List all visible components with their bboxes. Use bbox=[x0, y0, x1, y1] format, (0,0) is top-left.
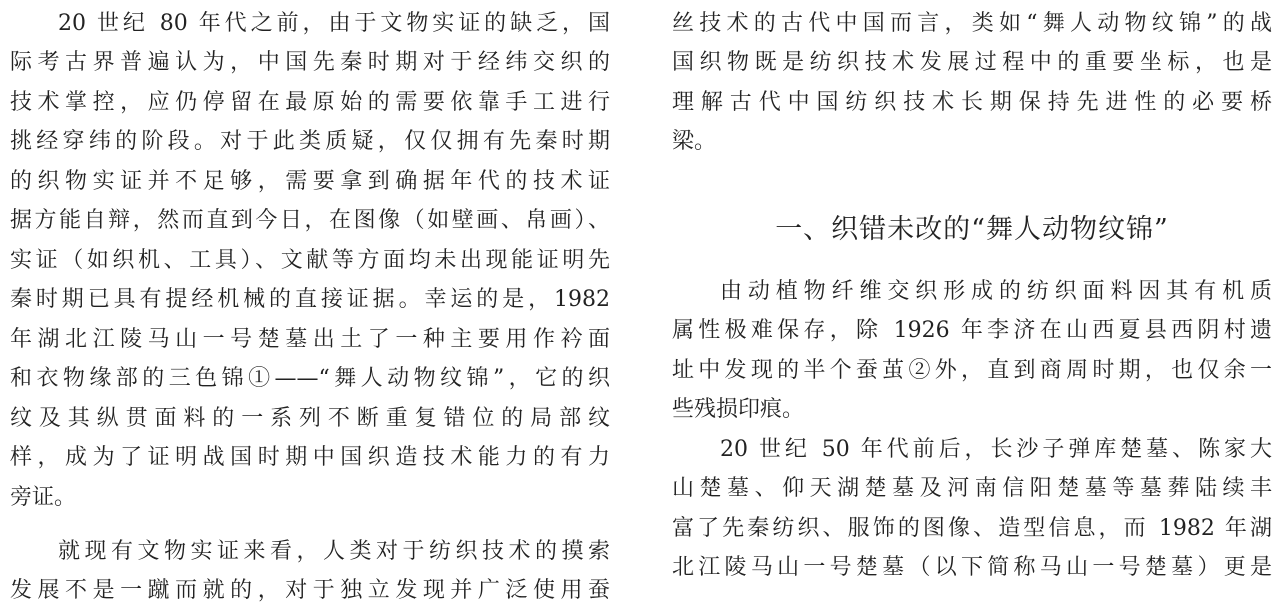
paragraph-line: 丝技术的古代中国而言，类如“舞人动物纹锦”的战 bbox=[672, 11, 1272, 36]
paragraph-line: 理解古代中国纺织技术长期保持先进性的必要桥 bbox=[672, 90, 1272, 115]
paragraph-line: 和衣物缘部的三色锦①——“舞人动物纹锦”，它的织 bbox=[10, 366, 610, 391]
paragraph-line-last: 些残损印痕。 bbox=[672, 397, 805, 422]
paragraph-line: 就现有文物实证来看，人类对于纺织技术的摸索 bbox=[58, 539, 610, 564]
paragraph-line: 的织物实证并不足够，需要拿到确据年代的技术证 bbox=[10, 169, 610, 194]
paragraph-line: 址中发现的半个蚕茧②外，直到商周时期，也仅余一 bbox=[672, 358, 1272, 383]
paragraph-line-last: 梁。 bbox=[672, 129, 717, 154]
paragraph-line: 属性极难保存，除 1926 年李济在山西夏县西阴村遗 bbox=[672, 318, 1272, 343]
paragraph-line: 20 世纪 50 年代前后，长沙子弹库楚墓、陈家大 bbox=[720, 437, 1272, 462]
paragraph-line: 富了先秦纺织、服饰的图像、造型信息，而 1982 年湖 bbox=[672, 516, 1272, 541]
paragraph-line: 技术掌控，应仍停留在最原始的需要依靠手工进行 bbox=[10, 90, 610, 115]
paragraph-line: 际考古界普遍认为，中国先秦时期对于经纬交织的 bbox=[10, 50, 610, 75]
paragraph-line: 北江陵马山一号楚墓（以下简称马山一号楚墓）更是 bbox=[672, 555, 1272, 580]
paragraph-line: 20 世纪 80 年代之前，由于文物实证的缺乏，国 bbox=[58, 11, 610, 36]
paragraph-line: 山楚墓、仰天湖楚墓及河南信阳楚墓等墓葬陆续丰 bbox=[672, 476, 1272, 501]
paragraph-line: 发展不是一蹴而就的，对于独立发现并广泛使用蚕 bbox=[10, 578, 610, 603]
paragraph-line: 实证（如织机、工具）、文献等方面均未出现能证明先 bbox=[10, 248, 610, 273]
paragraph-line: 年湖北江陵马山一号楚墓出土了一种主要用作衿面 bbox=[10, 327, 610, 352]
paragraph-line: 据方能自辩，然而直到今日，在图像（如壁画、帛画）、 bbox=[10, 208, 610, 233]
paragraph-line: 样，成为了证明战国时期中国织造技术能力的有力 bbox=[10, 445, 610, 470]
paragraph-line: 挑经穿纬的阶段。对于此类质疑，仅仅拥有先秦时期 bbox=[10, 129, 610, 154]
paragraph-line: 由动植物纤维交织形成的纺织面料因其有机质 bbox=[720, 279, 1272, 304]
section-heading: 一、织错未改的“舞人动物纹锦” bbox=[775, 214, 1169, 245]
paragraph-line: 秦时期已具有提经机械的直接证据。幸运的是，1982 bbox=[10, 287, 610, 312]
paragraph-line: 纹及其纵贯面料的一系列不断重复错位的局部纹 bbox=[10, 406, 610, 431]
paragraph-line-last: 旁证。 bbox=[10, 485, 77, 510]
paragraph-line: 国织物既是纺织技术发展过程中的重要坐标，也是 bbox=[672, 50, 1272, 75]
